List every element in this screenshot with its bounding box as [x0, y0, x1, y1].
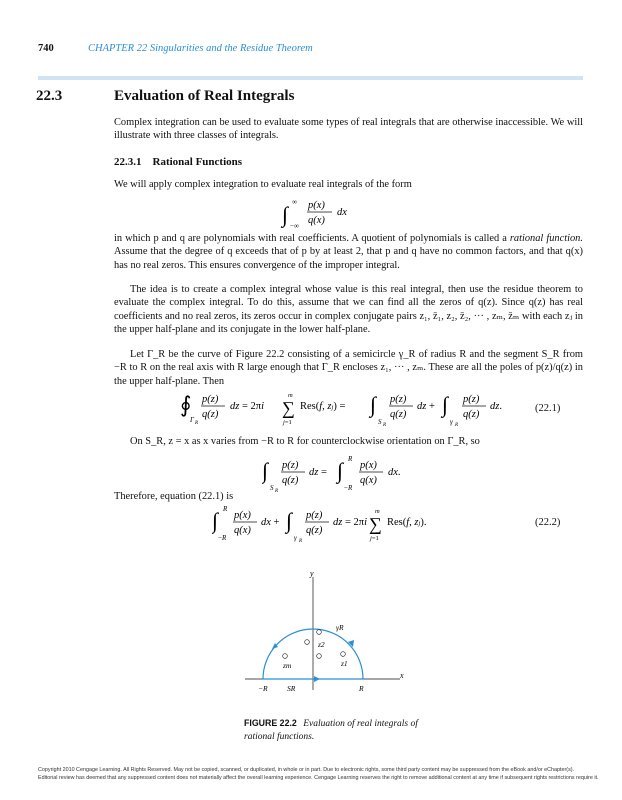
- pole-z1: [341, 652, 346, 657]
- pole-b: [317, 654, 322, 659]
- svg-text:dz = 2πi: dz = 2πi: [230, 401, 264, 412]
- svg-text:p(x): p(x): [360, 460, 377, 471]
- term-rational-function: rational function.: [509, 233, 583, 244]
- header-rule: [38, 76, 583, 80]
- svg-text:j=1: j=1: [283, 419, 292, 426]
- svg-text:p(x): p(x): [234, 510, 251, 521]
- svg-text:dz +: dz +: [417, 401, 435, 412]
- svg-text:q(z): q(z): [306, 525, 323, 536]
- svg-text:−R: −R: [344, 484, 353, 492]
- paragraph-2: [114, 232, 583, 272]
- svg-text:j=1: j=1: [370, 535, 379, 542]
- svg-text:q(z): q(z): [202, 409, 219, 420]
- svg-text:R: R: [348, 455, 353, 463]
- svg-text:−∞: −∞: [290, 222, 299, 230]
- paragraph-2-part-a: in which p and q are polynomials with real coefficients. A quotient of polynomials is called a: [114, 233, 507, 244]
- svg-text:R: R: [455, 423, 459, 428]
- paragraph-3: The idea is to create a complex integral whose value is this real integral, then use the residue theorem to evaluate the complex integral. To do this, assume that we can find all the zeros of q(z). Since q(z) has real coefficients and no real zeros, its zeros occur in complex conjugate pairs z₁, z̄₁, z₂, z̄₂, ··· , zₘ, z̄ₘ with each zⱼ in the upper half-plane and its conjugate in the lower half-plane.: [114, 284, 583, 336]
- figure-22-2: [240, 565, 420, 705]
- svg-text:γ: γ: [294, 534, 297, 542]
- svg-text:dz = 2πi: dz = 2πi: [333, 517, 367, 528]
- svg-text:dz.: dz.: [490, 401, 502, 412]
- svg-text:∮: ∮: [180, 392, 192, 417]
- svg-text:p(z): p(z): [463, 394, 480, 405]
- svg-text:m: m: [288, 392, 293, 399]
- svg-text:∫: ∫: [262, 458, 269, 483]
- label-minus-R: −R: [258, 684, 268, 693]
- intro-paragraph: Complex integration can be used to evaluate some types of real integrals that are otherwise inaccessible. We will illustrate with three classes of integrals.: [114, 117, 583, 142]
- equation-22-1-number: (22.1): [535, 403, 561, 414]
- label-S-R: SR: [287, 684, 296, 693]
- arrow-right-icon: [314, 676, 320, 682]
- svg-text:Res(f, zj).: Res(f, zj).: [387, 517, 427, 528]
- integral-form: [280, 196, 390, 230]
- equation-22-2: [212, 502, 472, 546]
- svg-text:∫: ∫: [442, 392, 449, 417]
- figure-caption-text: Evaluation of real integrals of rational functions.: [244, 719, 418, 742]
- svg-text:q(x): q(x): [360, 475, 377, 486]
- svg-text:dx.: dx.: [388, 467, 401, 478]
- svg-text:S: S: [378, 418, 382, 426]
- svg-text:q(z): q(z): [282, 475, 299, 486]
- label-zm: zm: [283, 661, 292, 670]
- label-z2: z2: [318, 640, 325, 649]
- svg-text:p(z): p(z): [282, 460, 299, 471]
- svg-text:Res(f, zj) =: Res(f, zj) =: [300, 401, 346, 412]
- svg-text:∫: ∫: [212, 508, 219, 533]
- svg-text:p(z): p(z): [202, 394, 219, 405]
- figure-caption: [244, 717, 419, 744]
- pole-z2: [317, 630, 322, 635]
- svg-text:q(z): q(z): [463, 409, 480, 420]
- svg-text:R: R: [275, 489, 279, 492]
- svg-text:q(x): q(x): [234, 525, 251, 536]
- svg-text:∫: ∫: [370, 392, 377, 417]
- svg-text:∫: ∫: [337, 458, 344, 483]
- svg-text:dx +: dx +: [261, 517, 280, 528]
- label-y: y: [310, 569, 314, 578]
- svg-text:∑: ∑: [369, 514, 382, 534]
- figure-label: FIGURE 22.2: [244, 718, 297, 728]
- svg-text:q(x): q(x): [308, 215, 325, 226]
- subsection-heading: [114, 156, 242, 168]
- label-gamma-R: γR: [336, 623, 344, 632]
- svg-text:R: R: [299, 539, 303, 544]
- label-x: x: [400, 671, 404, 680]
- svg-text:dx: dx: [337, 207, 347, 218]
- svg-text:R: R: [223, 505, 228, 513]
- label-z1: z1: [341, 659, 348, 668]
- svg-text:∑: ∑: [282, 398, 295, 418]
- svg-text:S: S: [270, 484, 274, 492]
- equation-22-1: [180, 386, 550, 430]
- svg-text:q(z): q(z): [390, 409, 407, 420]
- subsection-number: 22.3.1: [114, 156, 142, 168]
- section-number: 22.3: [36, 88, 63, 104]
- paragraph-4: Let Γ_R be the curve of Figure 22.2 consisting of a semicircle γ_R of radius R and the segment S_R from −R to R on the real axis with R large enough that Γ_R encloses z₁, ··· , zₘ. These are all the poles of p(z)/q(z) in the upper half-plane. Then: [114, 349, 583, 387]
- paragraph-5: On S_R, z = x as x varies from −R to R for counterclockwise orientation on Γ_R, so: [130, 436, 480, 447]
- paragraph-2-part-b: Assume that the degree of q exceeds that of p by at least 2, that p and q have no common factors, and that q(x) has no real zeros. This ensures convergence of the improper integral.: [114, 246, 583, 271]
- svg-text:−R: −R: [218, 534, 227, 542]
- section-title: Evaluation of Real Integrals: [114, 88, 295, 104]
- svg-text:∫: ∫: [282, 202, 289, 227]
- paragraph-6: Therefore, equation (22.1) is: [114, 491, 234, 502]
- running-head: CHAPTER 22 Singularities and the Residue Theorem: [88, 43, 313, 54]
- subsection-title: Rational Functions: [152, 156, 243, 168]
- pole-zm: [283, 654, 288, 659]
- svg-text:m: m: [375, 508, 380, 515]
- label-R: R: [359, 684, 364, 693]
- pole-a: [305, 640, 310, 645]
- footer-line-2: Editorial review has deemed that any suppressed content does not materially affect the overall learning experience. Cengage Learning reserves the right to remove additional content at any time if subsequent rights restrictions require it.: [38, 775, 599, 781]
- svg-text:γ: γ: [450, 418, 453, 426]
- svg-text:p(z): p(z): [306, 510, 323, 521]
- svg-text:R: R: [195, 421, 199, 426]
- paragraph-1: We will apply complex integration to evaluate real integrals of the form: [114, 179, 412, 190]
- svg-text:Γ: Γ: [190, 416, 194, 424]
- equation-22-2-number: (22.2): [535, 517, 561, 528]
- svg-text:dz =: dz =: [309, 467, 327, 478]
- page-number: 740: [38, 43, 54, 54]
- svg-text:∫: ∫: [286, 508, 293, 533]
- footer-line-1: Copyright 2010 Cengage Learning. All Rights Reserved. May not be copied, scanned, or duplicated, in whole or in part. Due to electronic rights, some third party content may be suppressed from the eBook and/or eChapter(s).: [38, 767, 575, 773]
- svg-text:p(z): p(z): [390, 394, 407, 405]
- svg-text:p(x): p(x): [308, 200, 325, 211]
- svg-text:R: R: [383, 423, 387, 428]
- svg-text:∞: ∞: [292, 198, 297, 206]
- equation-segment: [262, 452, 422, 492]
